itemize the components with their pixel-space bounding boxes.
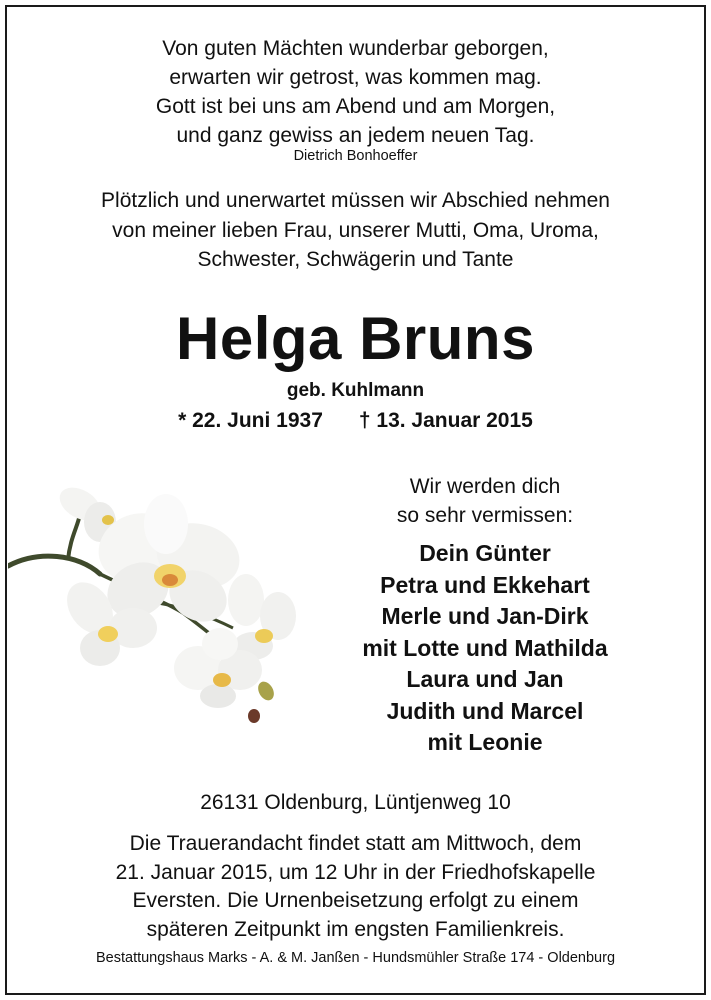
birth-date: * 22. Juni 1937	[178, 409, 323, 432]
farewell-line: Wir werden dich	[409, 475, 561, 498]
service-info	[0, 830, 711, 944]
family-line: Dein Günter	[419, 540, 551, 566]
family-line: Merle und Jan-Dirk	[381, 603, 589, 629]
poem-line: Von guten Mächten wunderbar geborgen,	[162, 37, 549, 60]
family-line: mit Lotte und Mathilda	[362, 634, 608, 661]
poem-line: und ganz gewiss an jedem neuen Tag.	[176, 124, 535, 147]
farewell-line: so sehr vermissen:	[396, 504, 574, 527]
funeral-home: Bestattungshaus Marks - A. & M. Janßen - Hundsmühler Straße 174 - Oldenburg	[95, 950, 616, 966]
poem	[0, 34, 711, 150]
intro-line: Schwester, Schwägerin und Tante	[197, 248, 514, 271]
family-line: mit Leonie	[427, 729, 543, 755]
farewell-text	[330, 472, 640, 530]
maiden-name: geb. Kuhlmann	[286, 380, 425, 401]
service-line: Die Trauerandacht findet statt am Mittwoch, dem	[129, 832, 582, 855]
death-date: † 13. Januar 2015	[358, 409, 533, 432]
service-line: 21. Januar 2015, um 12 Uhr in der Friedhofskapelle	[115, 860, 596, 884]
poem-author: Dietrich Bonhoeffer	[293, 148, 418, 164]
intro-line: Plötzlich und unerwartet müssen wir Abschied nehmen	[101, 189, 610, 212]
life-dates	[0, 409, 711, 433]
family-line: Laura und Jan	[406, 666, 564, 692]
orchid-flower-icon	[8, 478, 298, 728]
intro-text	[0, 186, 711, 275]
deceased-name: Helga Bruns	[176, 305, 535, 372]
address: 26131 Oldenburg, Lüntjenweg 10	[200, 791, 511, 814]
family-line: Judith und Marcel	[386, 697, 584, 724]
family-line: Petra und Ekkehart	[380, 571, 590, 598]
poem-line: erwarten wir getrost, was kommen mag.	[169, 66, 542, 89]
intro-line: von meiner lieben Frau, unserer Mutti, Oma, Uroma,	[112, 218, 599, 242]
service-line: späteren Zeitpunkt im engsten Familienkreis.	[146, 917, 565, 941]
service-line: Eversten. Die Urnenbeisetzung erfolgt zu einem	[132, 889, 579, 912]
family-list	[330, 538, 640, 759]
poem-line: Gott ist bei uns am Abend und am Morgen,	[155, 95, 556, 118]
